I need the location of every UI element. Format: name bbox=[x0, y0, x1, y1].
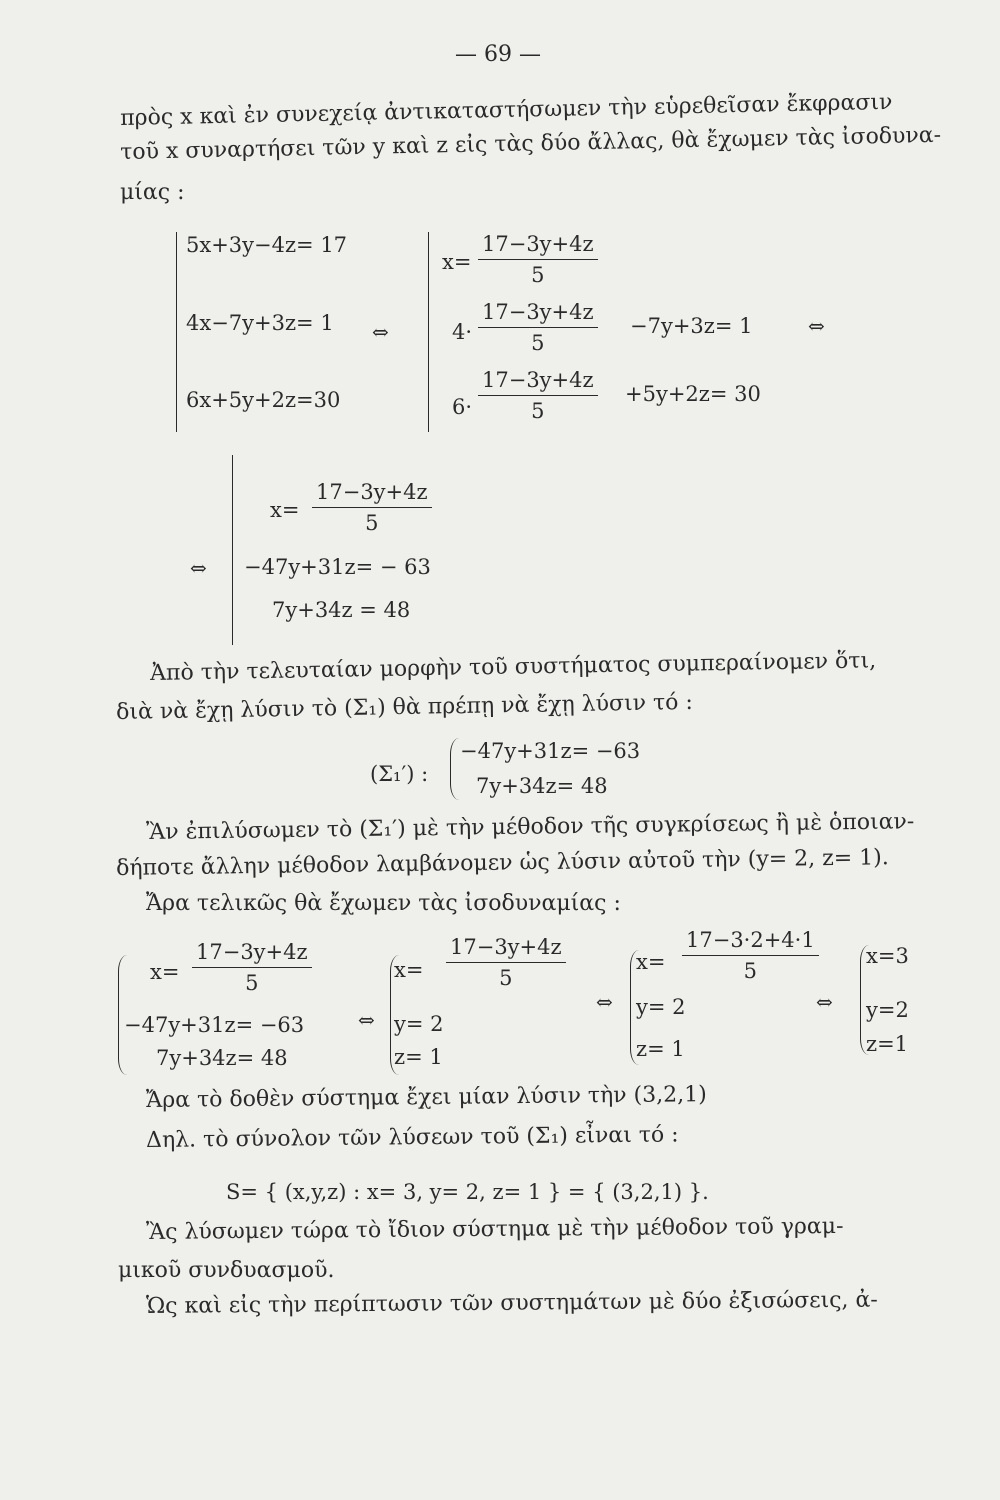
para2-line-2: δήποτε ἄλλην μέθοδον λαμβάνομεν ὡς λύσιν αὐτοῦ τὴν (y= 2, z= 1). bbox=[115, 845, 889, 881]
final-s3-fraction bbox=[682, 928, 819, 983]
system2-eq2: −47y+31z= − 63 bbox=[244, 555, 431, 579]
system2-fraction bbox=[312, 480, 432, 535]
para1-line-1: Ἀπὸ τὴν τελευταίαν μορφὴν τοῦ συστήματος συμπεραίνομεν ὅτι, bbox=[149, 648, 877, 686]
system1-x-lhs: x= bbox=[442, 250, 472, 274]
equivalence-arrow-3: ⇔ bbox=[190, 556, 207, 580]
final-s3-eq3: z= 1 bbox=[636, 1037, 685, 1061]
system1-coef-2: 4· bbox=[452, 320, 473, 344]
system1-tail-3: +5y+2z= 30 bbox=[625, 382, 761, 406]
equivalence-arrow-2: ⇔ bbox=[808, 314, 825, 338]
para2-line-1: Ἂν ἐπιλύσωμεν τὸ (Σ₁′) μὲ τὴν μέθοδον τῆς συγκρίσεως ἢ μὲ ὁποιαν- bbox=[145, 809, 915, 845]
system2-eq3: 7y+34z = 48 bbox=[272, 598, 411, 622]
final-s2-fraction bbox=[446, 935, 566, 990]
final-s4-eq2: y=2 bbox=[866, 998, 909, 1022]
final-s1-fraction bbox=[192, 940, 312, 995]
system1-left-brace bbox=[176, 232, 177, 432]
final-s2-eq2: y= 2 bbox=[394, 1012, 444, 1036]
fraction-denominator: 5 bbox=[531, 399, 545, 423]
system2-x-lhs: x= bbox=[270, 498, 300, 522]
final-s3-eq2: y= 2 bbox=[636, 995, 686, 1019]
page-number: — 69 — bbox=[455, 42, 541, 67]
fraction-numerator: 17−3y+4z bbox=[312, 480, 432, 508]
final-s1-eq2: −47y+31z= −63 bbox=[124, 1013, 305, 1037]
final-arrow-3: ⇔ bbox=[816, 990, 833, 1014]
fraction-numerator: 17−3y+4z bbox=[446, 935, 566, 963]
system1-fraction-3 bbox=[478, 368, 598, 423]
fraction-denominator: 5 bbox=[245, 971, 259, 995]
intro-line-2: τοῦ x συναρτήσει τῶν y καὶ z εἰς τὰς δύο ἄλλας, θὰ ἔχωμεν τὰς ἰσοδυνα- bbox=[119, 122, 942, 165]
fraction-denominator: 5 bbox=[499, 966, 513, 990]
system1-fraction-1 bbox=[478, 232, 598, 287]
system1-fraction-2 bbox=[478, 300, 598, 355]
intro-line-1: πρὸς x καὶ ἐν συνεχείᾳ ἀντικαταστήσωμεν τὴν εὑρεθεῖσαν ἔκφρασιν bbox=[119, 89, 893, 131]
system1-tail-2: −7y+3z= 1 bbox=[630, 314, 753, 338]
conclusion-line-2: Δηλ. τὸ σύνολον τῶν λύσεων τοῦ (Σ₁) εἶναι τό : bbox=[145, 1122, 679, 1153]
final-arrow-2: ⇔ bbox=[596, 990, 613, 1014]
fraction-denominator: 5 bbox=[743, 959, 758, 983]
conclusion-line-1: Ἄρα τὸ δοθὲν σύστημα ἔχει μίαν λύσιν τὴν (3,2,1) bbox=[145, 1082, 707, 1113]
sigma-system-label: (Σ₁′) : bbox=[370, 762, 429, 786]
final-s1-eq3: 7y+34z= 48 bbox=[156, 1046, 288, 1070]
fraction-numerator: 17−3·2+4·1 bbox=[682, 928, 819, 956]
system2-brace bbox=[232, 455, 233, 645]
final-s2-x-lhs: x= bbox=[394, 958, 424, 982]
sigma-system-eq1: −47y+31z= −63 bbox=[460, 739, 641, 763]
fraction-numerator: 17−3y+4z bbox=[192, 940, 312, 968]
system1-right-brace bbox=[428, 232, 429, 432]
solution-set: S= { (x,y,z) : x= 3, y= 2, z= 1 } = { (3,2,1) }. bbox=[226, 1180, 709, 1204]
fraction-denominator: 5 bbox=[531, 331, 545, 355]
intro-line-3: μίας : bbox=[120, 180, 185, 205]
system1-eq3: 6x+5y+2z=30 bbox=[186, 388, 341, 412]
fraction-numerator: 17−3y+4z bbox=[478, 232, 598, 260]
sigma-system-eq2: 7y+34z= 48 bbox=[476, 774, 608, 798]
final-s3-x-lhs: x= bbox=[636, 950, 666, 974]
fraction-numerator: 17−3y+4z bbox=[478, 300, 598, 328]
fraction-denominator: 5 bbox=[365, 511, 379, 535]
sigma-system-brace bbox=[450, 738, 459, 800]
system1-coef-3: 6· bbox=[452, 395, 473, 419]
system1-eq2: 4x−7y+3z= 1 bbox=[186, 311, 334, 335]
closing-line-3: Ὡς καὶ εἰς τὴν περίπτωσιν τῶν συστημάτων μὲ δύο ἐξισώσεις, ἀ- bbox=[145, 1287, 878, 1319]
equivalence-arrow-1: ⇔ bbox=[372, 320, 389, 344]
fraction-denominator: 5 bbox=[531, 263, 545, 287]
para2-line-3: Ἄρα τελικῶς θὰ ἔχωμεν τὰς ἰσοδυναμίας : bbox=[146, 891, 621, 916]
final-arrow-1: ⇔ bbox=[358, 1008, 375, 1032]
final-s1-x-lhs: x= bbox=[150, 960, 180, 984]
para1-line-2: διὰ νὰ ἔχῃ λύσιν τὸ (Σ₁) θὰ πρέπῃ νὰ ἔχῃ λύσιν τό : bbox=[115, 689, 694, 725]
final-s2-eq3: z= 1 bbox=[394, 1045, 443, 1069]
final-s4-eq1: x=3 bbox=[866, 944, 909, 968]
closing-line-2: μικοῦ συνδυασμοῦ. bbox=[118, 1258, 335, 1283]
system1-eq1: 5x+3y−4z= 17 bbox=[186, 233, 348, 257]
fraction-numerator: 17−3y+4z bbox=[478, 368, 598, 396]
final-s4-eq3: z=1 bbox=[866, 1032, 909, 1056]
closing-line-1: Ἂς λύσωμεν τώρα τὸ ἴδιον σύστημα μὲ τὴν μέθοδον τοῦ γραμ- bbox=[145, 1213, 844, 1245]
